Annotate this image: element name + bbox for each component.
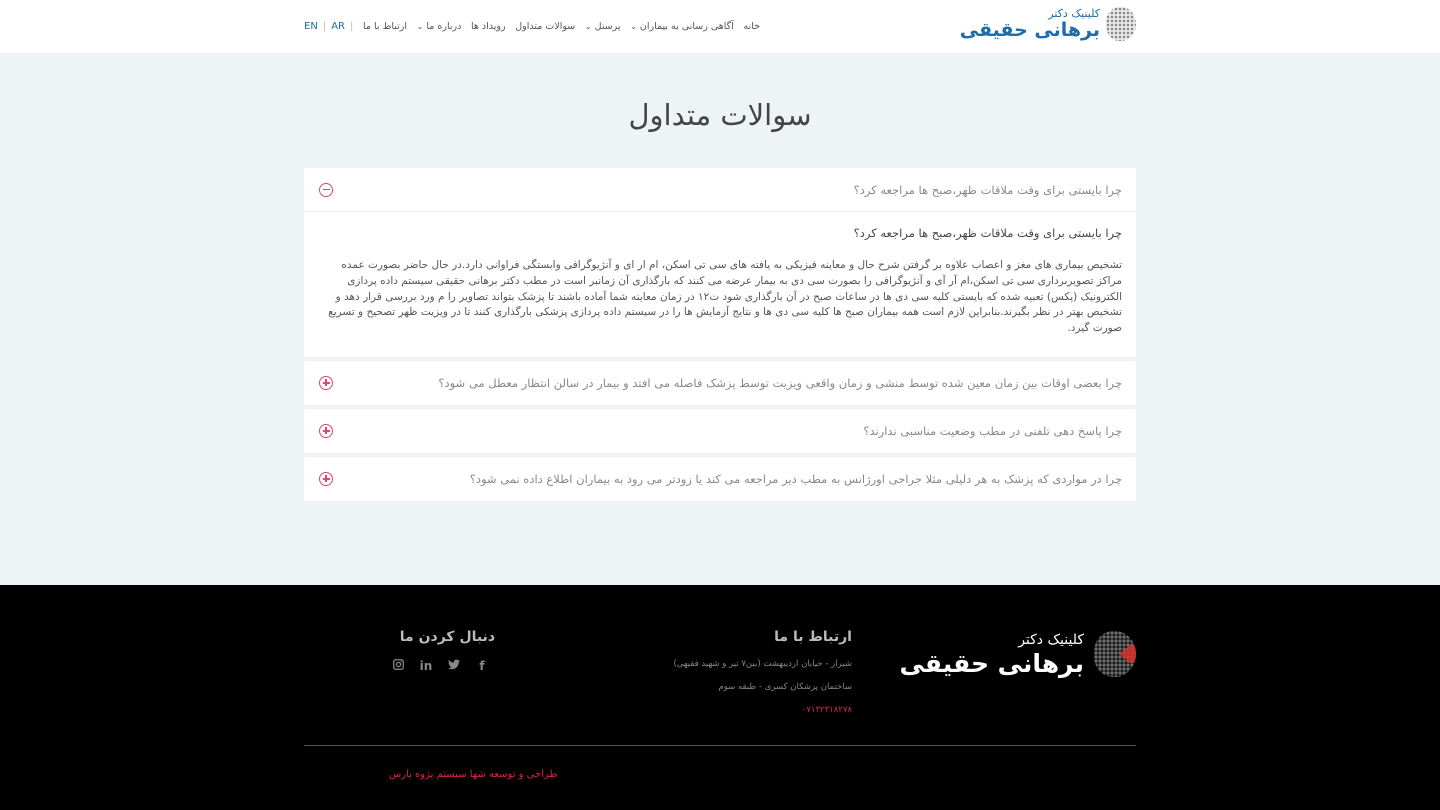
site-logo[interactable] [960, 7, 1136, 41]
faq-answer-text: تشخیص بیماری های مغز و اعصاب علاوه بر گرفتن شرح حال و معاینه فیزیکی به یافته های سی تی اسکن، ام ار ای و آنژیوگرافی وابستگی فراوانی دارد.در حال حاضر بصورت عمده مراکز تصویربرداری سی تی اسکن،ام آر آی و آنژیوگرافی را بصورت سی دی به بیمار عرضه می کنند که بارگذاری آن زمانبر است در مطب دکتر برهانی حقیقی سیستم داده پردازی الکترونیک (پکس) تعبیه شده که بایستی کلیه سی دی ها در ساعات صبح در آن بارگذاری شود ت۱۲ در زمان معاینه شما آماده باشند تا پزشک بتواند تصاویر را م ورد بررسی قرار دهد و تشخیص بهتر در نظر بگیرند.بنابراین لازم است همه بیماران صبح ها کلیه سی دی ها و نتایج آزمایش ها را در سیستم داده پردازی پزشکی بارگذاری کنند تا در ویزیت ظهر تصحیح و تسریع صورت گیرد. [328, 259, 1122, 335]
social-links [391, 659, 489, 673]
faq-question: چرا بعضی اوقات بین زمان معین شده توسط منشی و زمان واقعی ویزیت توسط پزشک فاصله می افتد و بیمار در سالن انتظار معطل می شود؟ [438, 375, 1122, 390]
chevron-down-icon: ⌄ [630, 22, 637, 31]
nav-item-about[interactable] [417, 21, 462, 32]
faq-accordion [304, 168, 1136, 505]
page-title: سوالات متداول [628, 98, 812, 132]
brain-logo-icon [1106, 7, 1136, 41]
language-switcher [304, 21, 353, 32]
faq-question-toggle[interactable] [304, 361, 1136, 405]
lang-separator: | [322, 21, 327, 32]
faq-item [304, 361, 1136, 405]
follow-heading: دنبال کردن ما [399, 629, 495, 645]
address-line: ساختمان پزشکان کسری - طبقه سوم [718, 682, 852, 692]
site-header [0, 0, 1440, 53]
nav-item-events[interactable]: رویداد ها [471, 21, 506, 32]
faq-item [304, 457, 1136, 501]
nav-item-contact[interactable]: ارتباط با ما [363, 21, 408, 32]
nav-item-faq[interactable]: سوالات متداول [515, 21, 576, 32]
faq-question-toggle[interactable] [304, 168, 1136, 212]
faq-question: چرا در مواردی که پزشک به هر دلیلی مثلا جراحی اورژانس به مطب دیر مراجعه می کند یا زودتر می رود به بیماران اطلاع داده نمی شود؟ [469, 471, 1122, 486]
logo-small-text: کلینیک دکتر [1048, 7, 1100, 20]
lang-en-link[interactable]: EN [304, 21, 318, 32]
nav-item-staff[interactable] [585, 21, 621, 32]
instagram-icon[interactable] [391, 659, 405, 673]
twitter-icon[interactable] [447, 659, 461, 673]
footer-logo[interactable] [899, 631, 1136, 677]
designer-credit-link[interactable]: طراحی و توسعه شها سیستم پژوه پارس [389, 769, 558, 780]
lang-separator: | [349, 21, 354, 32]
main-nav [304, 0, 760, 53]
nav-item-label: پرسنل [594, 21, 621, 32]
phone-number[interactable]: ۰۷۱۳۲۳۱۸۲۷۸ [801, 705, 852, 715]
contact-heading: ارتباط با ما [774, 629, 852, 645]
facebook-icon[interactable]: f [479, 659, 485, 673]
linkedin-icon[interactable]: in [419, 659, 433, 673]
plus-circle-icon[interactable] [319, 376, 333, 390]
faq-question: چرا پاسخ دهی تلفنی در مطب وضعیت مناسبی ندارند؟ [863, 423, 1122, 438]
plus-circle-icon[interactable] [319, 472, 333, 486]
footer-follow [391, 629, 495, 673]
brain-logo-icon [1094, 631, 1136, 677]
address-line: شیراز - خیابان اردیبهشت (بین۷ تیر و شهید فقیهی) [673, 659, 852, 669]
nav-item-home[interactable]: خانه [743, 21, 760, 32]
footer-logo-small-text: کلینیک دکتر [1018, 631, 1084, 648]
footer-logo-big-text: برهانی حقیقی [899, 648, 1084, 678]
footer-divider [304, 745, 1136, 746]
chevron-down-icon: ⌄ [584, 22, 592, 31]
minus-circle-icon[interactable] [319, 183, 333, 197]
nav-item-label: آگاهی رسانی به بیماران [639, 21, 734, 32]
faq-question-toggle[interactable] [304, 409, 1136, 453]
footer-contact [673, 629, 852, 715]
faq-question: چرا بایستی برای وقت ملاقات ظهر،صبح ها مراجعه کرد؟ [853, 182, 1122, 197]
logo-big-text: برهانی حقیقی [959, 19, 1100, 41]
nav-item-patient-awareness[interactable] [630, 21, 734, 32]
faq-item [304, 409, 1136, 453]
chevron-down-icon: ⌄ [416, 22, 424, 31]
faq-answer-title: چرا بایستی برای وقت ملاقات ظهر،صبح ها مراجعه کرد؟ [853, 226, 1122, 240]
faq-item [304, 168, 1136, 357]
plus-circle-icon[interactable] [319, 424, 333, 438]
faq-question-toggle[interactable] [304, 457, 1136, 501]
lang-ar-link[interactable]: AR [331, 21, 345, 32]
site-footer [0, 585, 1440, 810]
nav-item-label: درباره ما [426, 21, 462, 32]
faq-answer-panel [304, 212, 1136, 357]
